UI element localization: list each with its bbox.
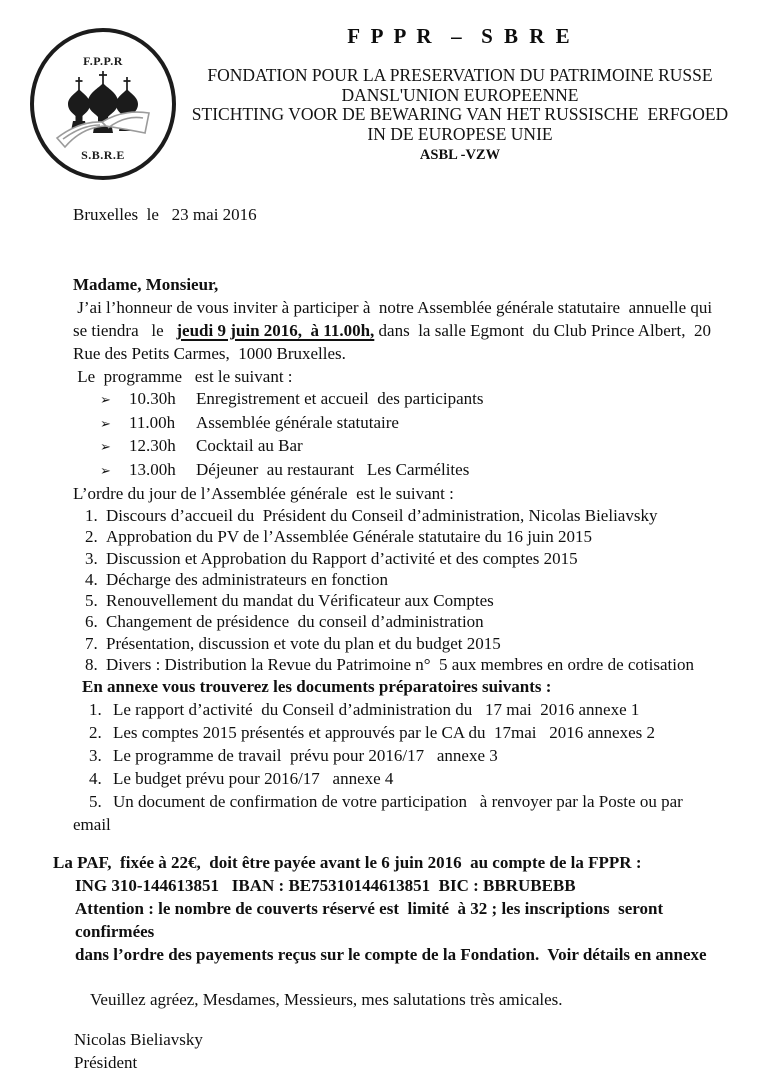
agenda-item — [73, 611, 723, 632]
intro-text-after: dans la salle Egmont du Club Prince Albert, 20 Rue des Petits Carmes, 1000 Bruxelles. — [73, 321, 716, 363]
bullet-arrow-icon: ➢ — [100, 416, 111, 432]
agenda-item-text: Changement de présidence du conseil d’administration — [106, 612, 484, 632]
agenda-item-number: 3. — [85, 548, 98, 568]
legal-form: ASBL -VZW — [419, 147, 501, 163]
program-label: Cocktail au Bar — [196, 436, 303, 455]
annex-item-text: Les comptes 2015 présentés et approuvés par le CA du 17mai 2016 annexes 2 — [113, 723, 655, 743]
letter-body — [53, 203, 723, 1074]
agenda-item-text: Approbation du PV de l’Assemblée Générale statutaire du 16 juin 2015 — [106, 527, 592, 547]
agenda-item-number: 1. — [85, 506, 98, 525]
logo-bottom-label: S.B.R.E — [81, 148, 125, 162]
agenda-item-text: Présentation, discussion et vote du plan et du budget 2015 — [106, 633, 501, 653]
agenda-item-number: 2. — [85, 527, 98, 547]
annex-item-number: 3. — [89, 746, 102, 766]
annex-item — [73, 767, 723, 790]
agenda-list — [73, 505, 723, 675]
logo-top-label: F.P.P.R — [83, 54, 123, 68]
annex-list — [73, 698, 723, 836]
agenda-item — [73, 633, 723, 654]
payment-info — [53, 851, 723, 966]
annex-item-number: 2. — [89, 723, 102, 743]
intro-paragraph — [73, 296, 723, 365]
annex-item — [73, 698, 723, 721]
salutation: Madame, Monsieur, — [73, 275, 219, 294]
agenda-item — [73, 526, 723, 547]
agenda-item — [73, 590, 723, 611]
meeting-date-highlight: jeudi 9 juin 2016, à 11.00h, — [176, 321, 375, 340]
agenda-item — [73, 654, 723, 675]
signature-name: Nicolas Bieliavsky — [74, 1030, 203, 1050]
program-label: Assemblée générale statutaire — [196, 412, 399, 432]
program-item — [73, 388, 723, 412]
program-item — [73, 435, 723, 459]
org-name-fr-line1: FONDATION POUR LA PRESERVATION DU PATRIMOINE RUSSE — [207, 65, 713, 85]
annex-item-number: 1. — [89, 700, 102, 720]
annex-heading: En annexe vous trouverez les documents préparatoires suivants : — [82, 677, 552, 697]
program-label: Déjeuner au restaurant Les Carmélites — [196, 459, 470, 479]
annex-item-number: 5. — [89, 792, 102, 812]
closing-salutation: Veuillez agréez, Mesdames, Messieurs, mes salutations très amicales. — [90, 990, 563, 1010]
bullet-arrow-icon: ➢ — [100, 393, 111, 408]
annex-item-text: Le programme de travail prévu pour 2016/17 annexe 3 — [113, 746, 498, 766]
annex-item — [73, 721, 723, 744]
bank-account-line: ING 310-144613851 IBAN : BE75310144613851 BIC : BBRUBEBB — [75, 876, 576, 896]
agenda-item-number: 4. — [85, 569, 98, 589]
letterhead — [150, 24, 770, 164]
signature-title: Président — [74, 1053, 138, 1073]
annex-item-text: Le budget prévu pour 2016/17 annexe 4 — [113, 769, 394, 789]
agenda-item — [73, 548, 723, 569]
agenda-item — [73, 569, 723, 590]
annex-item-text: Un document de confirmation de votre participation à renvoyer par la Poste ou par email — [73, 792, 688, 835]
agenda-intro: L’ordre du jour de l’Assemblée générale est le suivant : — [73, 484, 454, 503]
payment-warning-line1: Attention : le nombre de couverts réservé est limité à 32 ; les inscriptions seront confirmées — [75, 899, 668, 942]
bullet-arrow-icon: ➢ — [100, 463, 111, 479]
annex-item — [73, 744, 723, 767]
org-name-nl-line1: STICHTING VOOR DE BEWARING VAN HET RUSSISCHE ERFGOED — [191, 104, 729, 124]
program-label: Enregistrement et accueil des participants — [196, 389, 484, 408]
agenda-item-text: Décharge des administrateurs en fonction — [106, 569, 388, 589]
program-time: 10.30h — [129, 389, 176, 408]
program-item — [73, 459, 723, 483]
annex-item-text: Le rapport d’activité du Conseil d’administration du 17 mai 2016 annexe 1 — [113, 700, 640, 720]
program-item — [73, 412, 723, 436]
agenda-item-number: 6. — [85, 612, 98, 632]
annex-item — [73, 790, 723, 836]
program-intro: Le programme est le suivant : — [73, 367, 293, 386]
agenda-item — [73, 505, 723, 526]
org-name-fr-line2: DANSL'UNION EUROPEENNE — [341, 84, 579, 105]
program-time: 11.00h — [129, 412, 176, 432]
agenda-item-number: 8. — [85, 655, 98, 675]
agenda-item-text: Discours d’accueil du Président du Conseil d’administration, Nicolas Bieliavsky — [106, 506, 658, 525]
agenda-item-number: 7. — [85, 633, 98, 653]
agenda-item-text: Divers : Distribution la Revue du Patrimoine n° 5 aux membres en ordre de cotisation — [106, 655, 694, 675]
bullet-arrow-icon: ➢ — [100, 440, 111, 455]
intro-text-before: J’ai l’honneur de vous inviter à participer à notre Assemblée générale statutaire annuelle qui se tiendra le — [73, 298, 717, 340]
annex-item-number: 4. — [89, 769, 102, 789]
dateline: Bruxelles le 23 mai 2016 — [73, 205, 257, 224]
payment-amount-line: La PAF, fixée à 22€, doit être payée avant le 6 juin 2016 au compte de la FPPR : — [53, 853, 642, 873]
agenda-item-number: 5. — [85, 591, 98, 611]
program-list — [73, 388, 723, 482]
program-time: 13.00h — [129, 459, 176, 479]
org-name-nl-line2: IN DE EUROPESE UNIE — [367, 123, 553, 144]
payment-warning-line2: dans l’ordre des payements reçus sur le compte de la Fondation. Voir détails en annexe — [75, 945, 707, 965]
program-time: 12.30h — [129, 436, 176, 455]
agenda-item-text: Renouvellement du mandat du Vérificateur aux Comptes — [106, 591, 494, 611]
agenda-item-text: Discussion et Approbation du Rapport d’activité et des comptes 2015 — [106, 548, 578, 568]
org-acronym-title: F P P R – S B R E — [347, 24, 573, 48]
